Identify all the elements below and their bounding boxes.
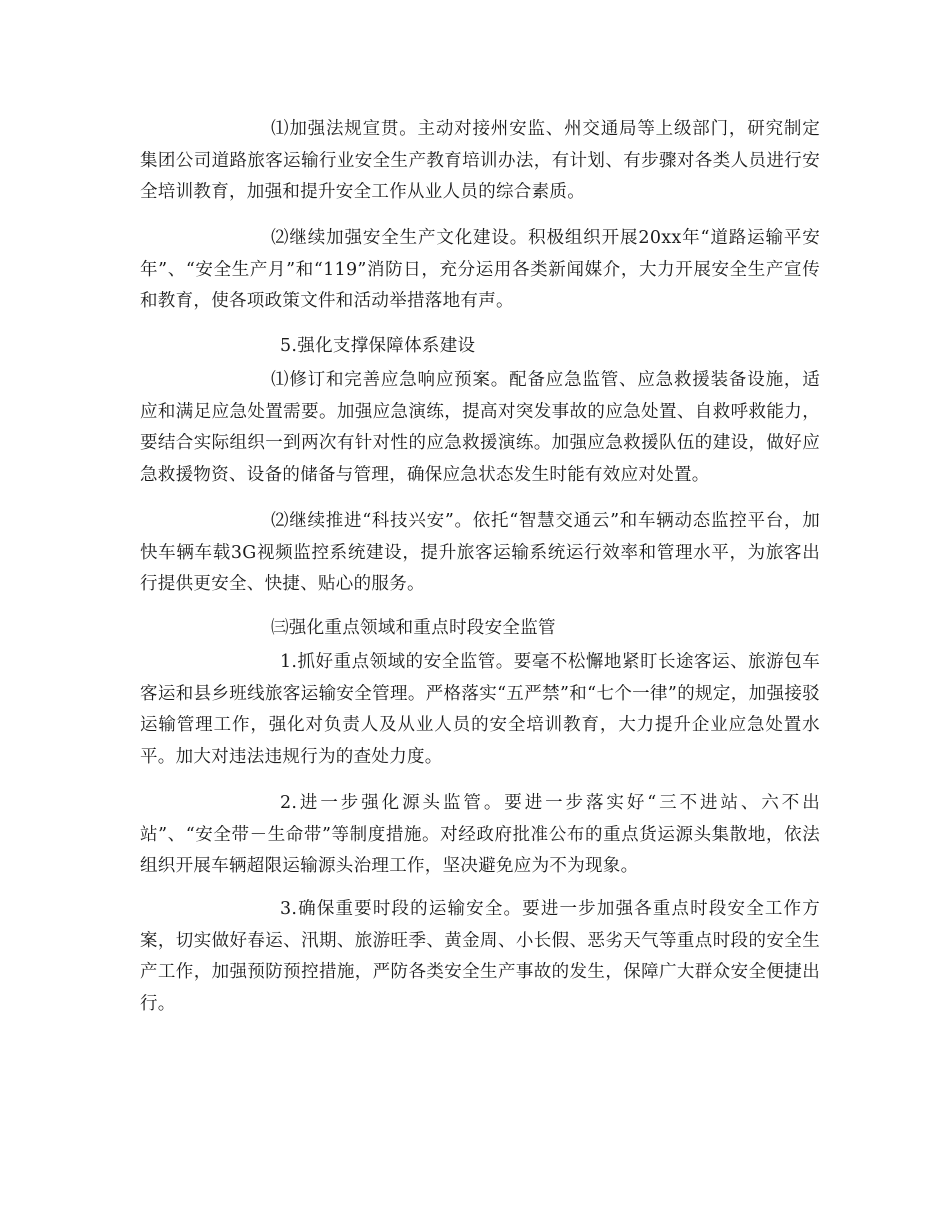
paragraph-1: ⑴加强法规宣贯。主动对接州安监、州交通局等上级部门，研究制定集团公司道路旅客运输行业安全生产教育培训办法，有计划、有步骤对各类人员进行安全培训教育，加强和提升安全工作从业人员的综合素质。	[140, 119, 820, 202]
paragraph-5: 1.抓好重点领域的安全监管。要毫不松懈地紧盯长途客运、旅游包车客运和县乡班线旅客运输安全管理。严格落实“五严禁”和“七个一律”的规定，加强接驳运输管理工作，强化对负责人及从业人员的安全培训教育，大力提升企业应急处置水平。加大对违法违规行为的查处力度。	[140, 652, 820, 767]
paragraph-7: 3.确保重要时段的运输安全。要进一步加强各重点时段安全工作方案，切实做好春运、汛期、旅游旺季、黄金周、小长假、恶劣天气等重点时段的安全生产工作，加强预防预控措施，严防各类安全生产事故的发生，保障广大群众安全便捷出行。	[140, 899, 820, 1014]
paragraph-6: 2.进一步强化源头监管。要进一步落实好“三不进站、六不出站”、“安全带－生命带”等制度措施。对经政府批准公布的重点货运源头集散地，依法组织开展车辆超限运输源头治理工作，坚决避免应为不为现象。	[140, 793, 820, 876]
paragraph-3: ⑴修订和完善应急响应预案。配备应急监管、应急救援装备设施，适应和满足应急处置需要。加强应急演练，提高对突发事故的应急处置、自救呼救能力，要结合实际组织一到两次有针对性的应急救援演练。加强应急救援队伍的建设，做好应急救援物资、设备的储备与管理，确保应急状态发生时能有效应对处置。	[140, 370, 820, 485]
paragraph-4: ⑵继续推进“科技兴安”。依托“智慧交通云”和车辆动态监控平台，加快车辆车载3G视频监控系统建设，提升旅客运输系统运行效率和管理水平，为旅客出行提供更安全、快捷、贴心的服务。	[140, 511, 820, 594]
section-heading-5: 5.强化支撑保障体系建设	[280, 336, 476, 356]
section-heading-3: ㈢强化重点领域和重点时段安全监管	[271, 618, 556, 638]
paragraph-2: ⑵继续加强安全生产文化建设。积极组织开展20xx年“道路运输平安年”、“安全生产月”和“119”消防日，充分运用各类新闻媒介，大力开展安全生产宣传和教育，使各项政策文件和活动举措落地有声。	[140, 228, 820, 311]
